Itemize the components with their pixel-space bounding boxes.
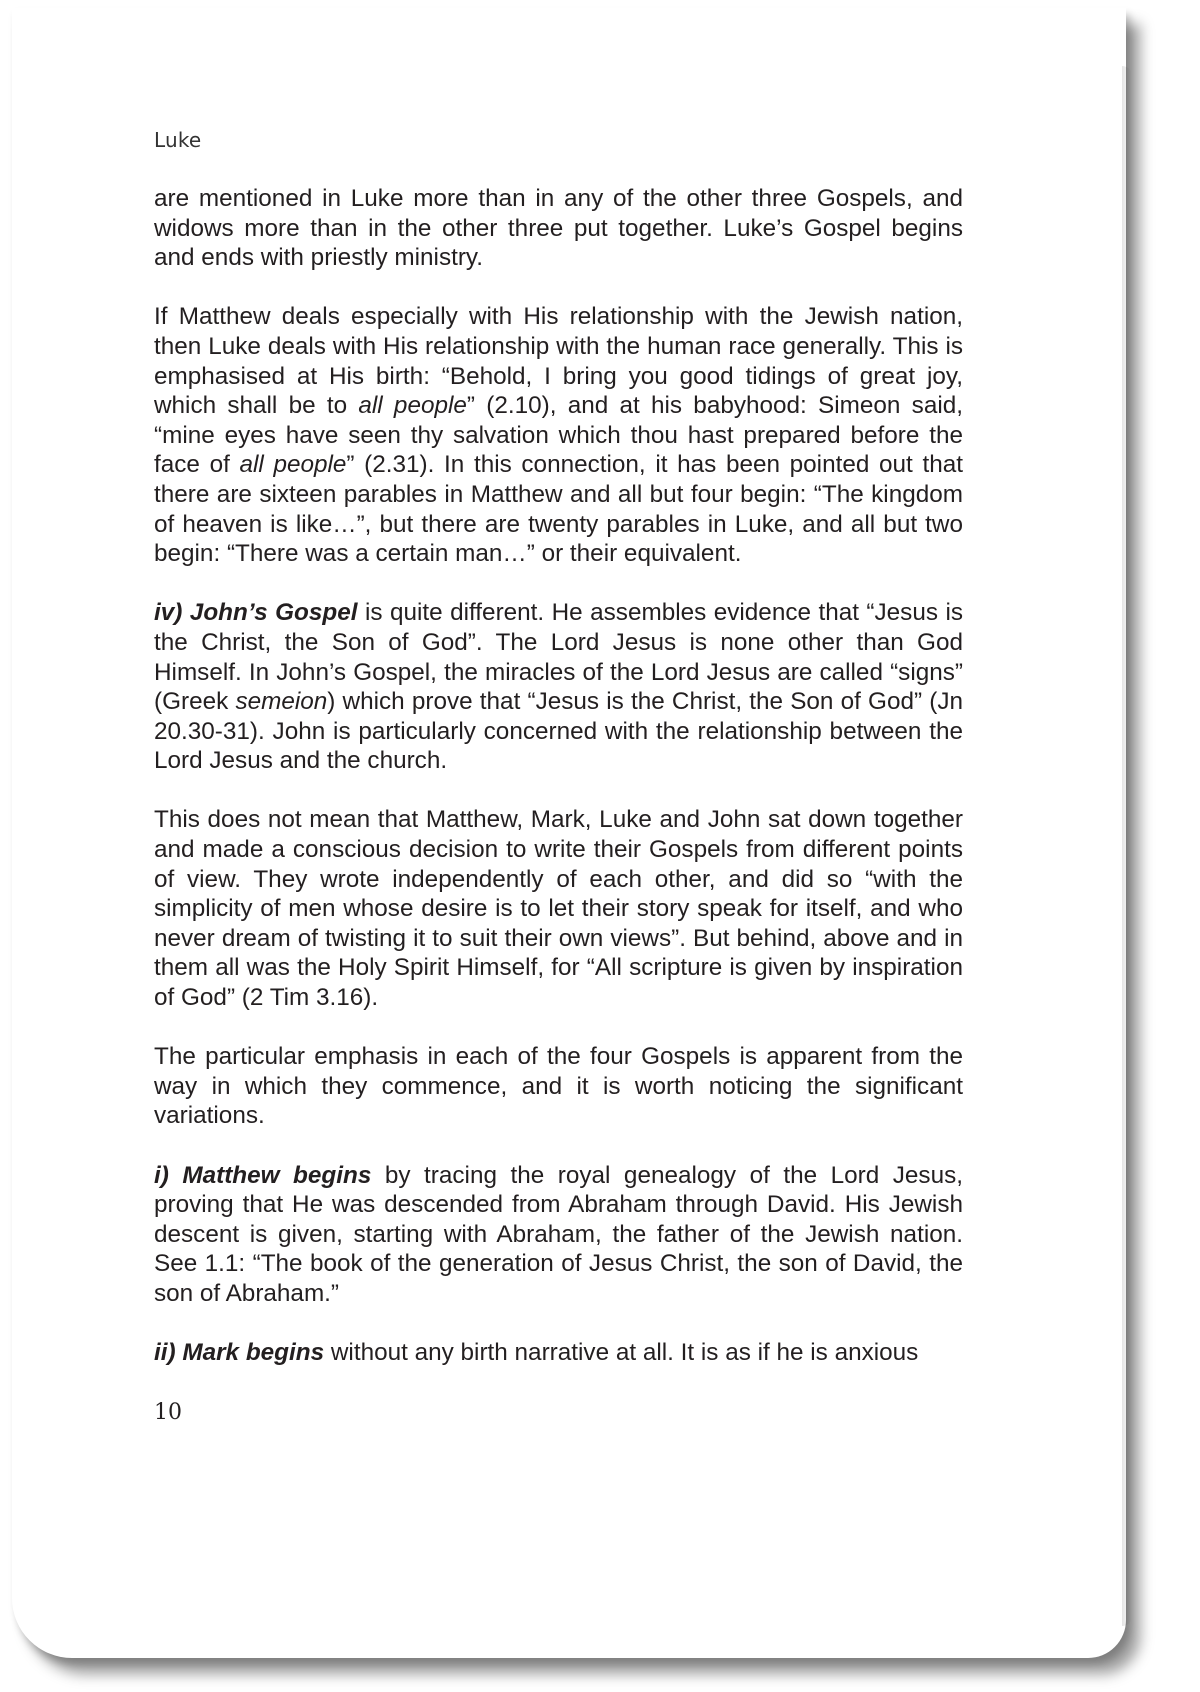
paragraph-2-text-a: If Matthew deals especially with His relationship with the Jewish nation, then Luke deals with His relationship with the human race generally. This is emphasised at His birth: “Behold, I bring you good tidings of great joy, which shall be to: [154, 303, 963, 420]
paragraph-3: [154, 598, 963, 776]
paragraph-2: [154, 302, 963, 568]
lead-johns-gospel: iv) John’s Gospel: [154, 599, 358, 627]
paragraph-7: [154, 1338, 963, 1368]
paragraph-7-text: without any birth narrative at all. It is as if he is anxious: [324, 1339, 919, 1367]
paragraph-2-text-c: ” (2.31). In this connection, it has been pointed out that there are sixteen parables in Matthew and all but four begin: “The kingdom of heaven is like…”, but there are twenty parables in Luke, and all but two begin: “There was a certain man…” or their equivalent.: [154, 451, 963, 568]
paragraph-5: [154, 1042, 963, 1131]
paragraph-6: [154, 1161, 963, 1309]
emphasis-semeion: semeion: [235, 688, 328, 716]
lead-matthew-begins: i) Matthew begins: [154, 1161, 372, 1189]
paragraph-2-text-b: ” (2.10), and at his babyhood: Simeon said, “mine eyes have seen thy salvation which thou hast prepared before the face of: [154, 392, 963, 479]
paragraph-4-text: This does not mean that Matthew, Mark, Luke and John sat down together and made a conscious decision to write their Gospels from different points of view. They wrote independently of each other, and did so “with the simplicity of men whose desire is to let their story speak for itself, and who never dream of twisting it to suit their own views”. But behind, above and in them all was the Holy Spirit Himself, for “All scripture is given by inspiration of God” (2 Tim 3.16).: [154, 806, 963, 1012]
page-number: 10: [154, 1400, 182, 1425]
body-text: [154, 184, 963, 1368]
emphasis-all-people-1: all people: [358, 392, 467, 420]
paragraph-4: [154, 805, 963, 1012]
paragraph-6-text: by tracing the royal genealogy of the Lord Jesus, proving that He was descended from Abraham through David. His Jewish descent is given, starting with Abraham, the father of the Jewish nation. See 1.1: “The book of the generation of Jesus Christ, the son of David, the son of Abraham.”: [154, 1161, 963, 1307]
paragraph-5-text: The particular emphasis in each of the four Gospels is apparent from the way in which they commence, and it is worth noticing the significant variations.: [154, 1043, 963, 1130]
paragraph-3-text-a: is quite different. He assembles evidence that “Jesus is the Christ, the Son of God”. The Lord Jesus is none other than God Himself. In John’s Gospel, the miracles of the Lord Jesus are called “signs” (Greek: [154, 599, 963, 716]
lead-mark-begins: ii) Mark begins: [154, 1339, 325, 1367]
emphasis-all-people-2: all people: [239, 451, 347, 479]
paragraph-1-text: are mentioned in Luke more than in any of the other three Gospels, and widows more than in the other three put together. Luke’s Gospel begins and ends with priestly ministry.: [154, 185, 963, 272]
paragraph-1: [154, 184, 963, 273]
paragraph-3-text-b: ) which prove that “Jesus is the Christ, the Son of God” (Jn 20.30-31). John is particularly concerned with the relationship between the Lord Jesus and the church.: [154, 688, 963, 775]
running-header: Luke: [154, 128, 202, 152]
